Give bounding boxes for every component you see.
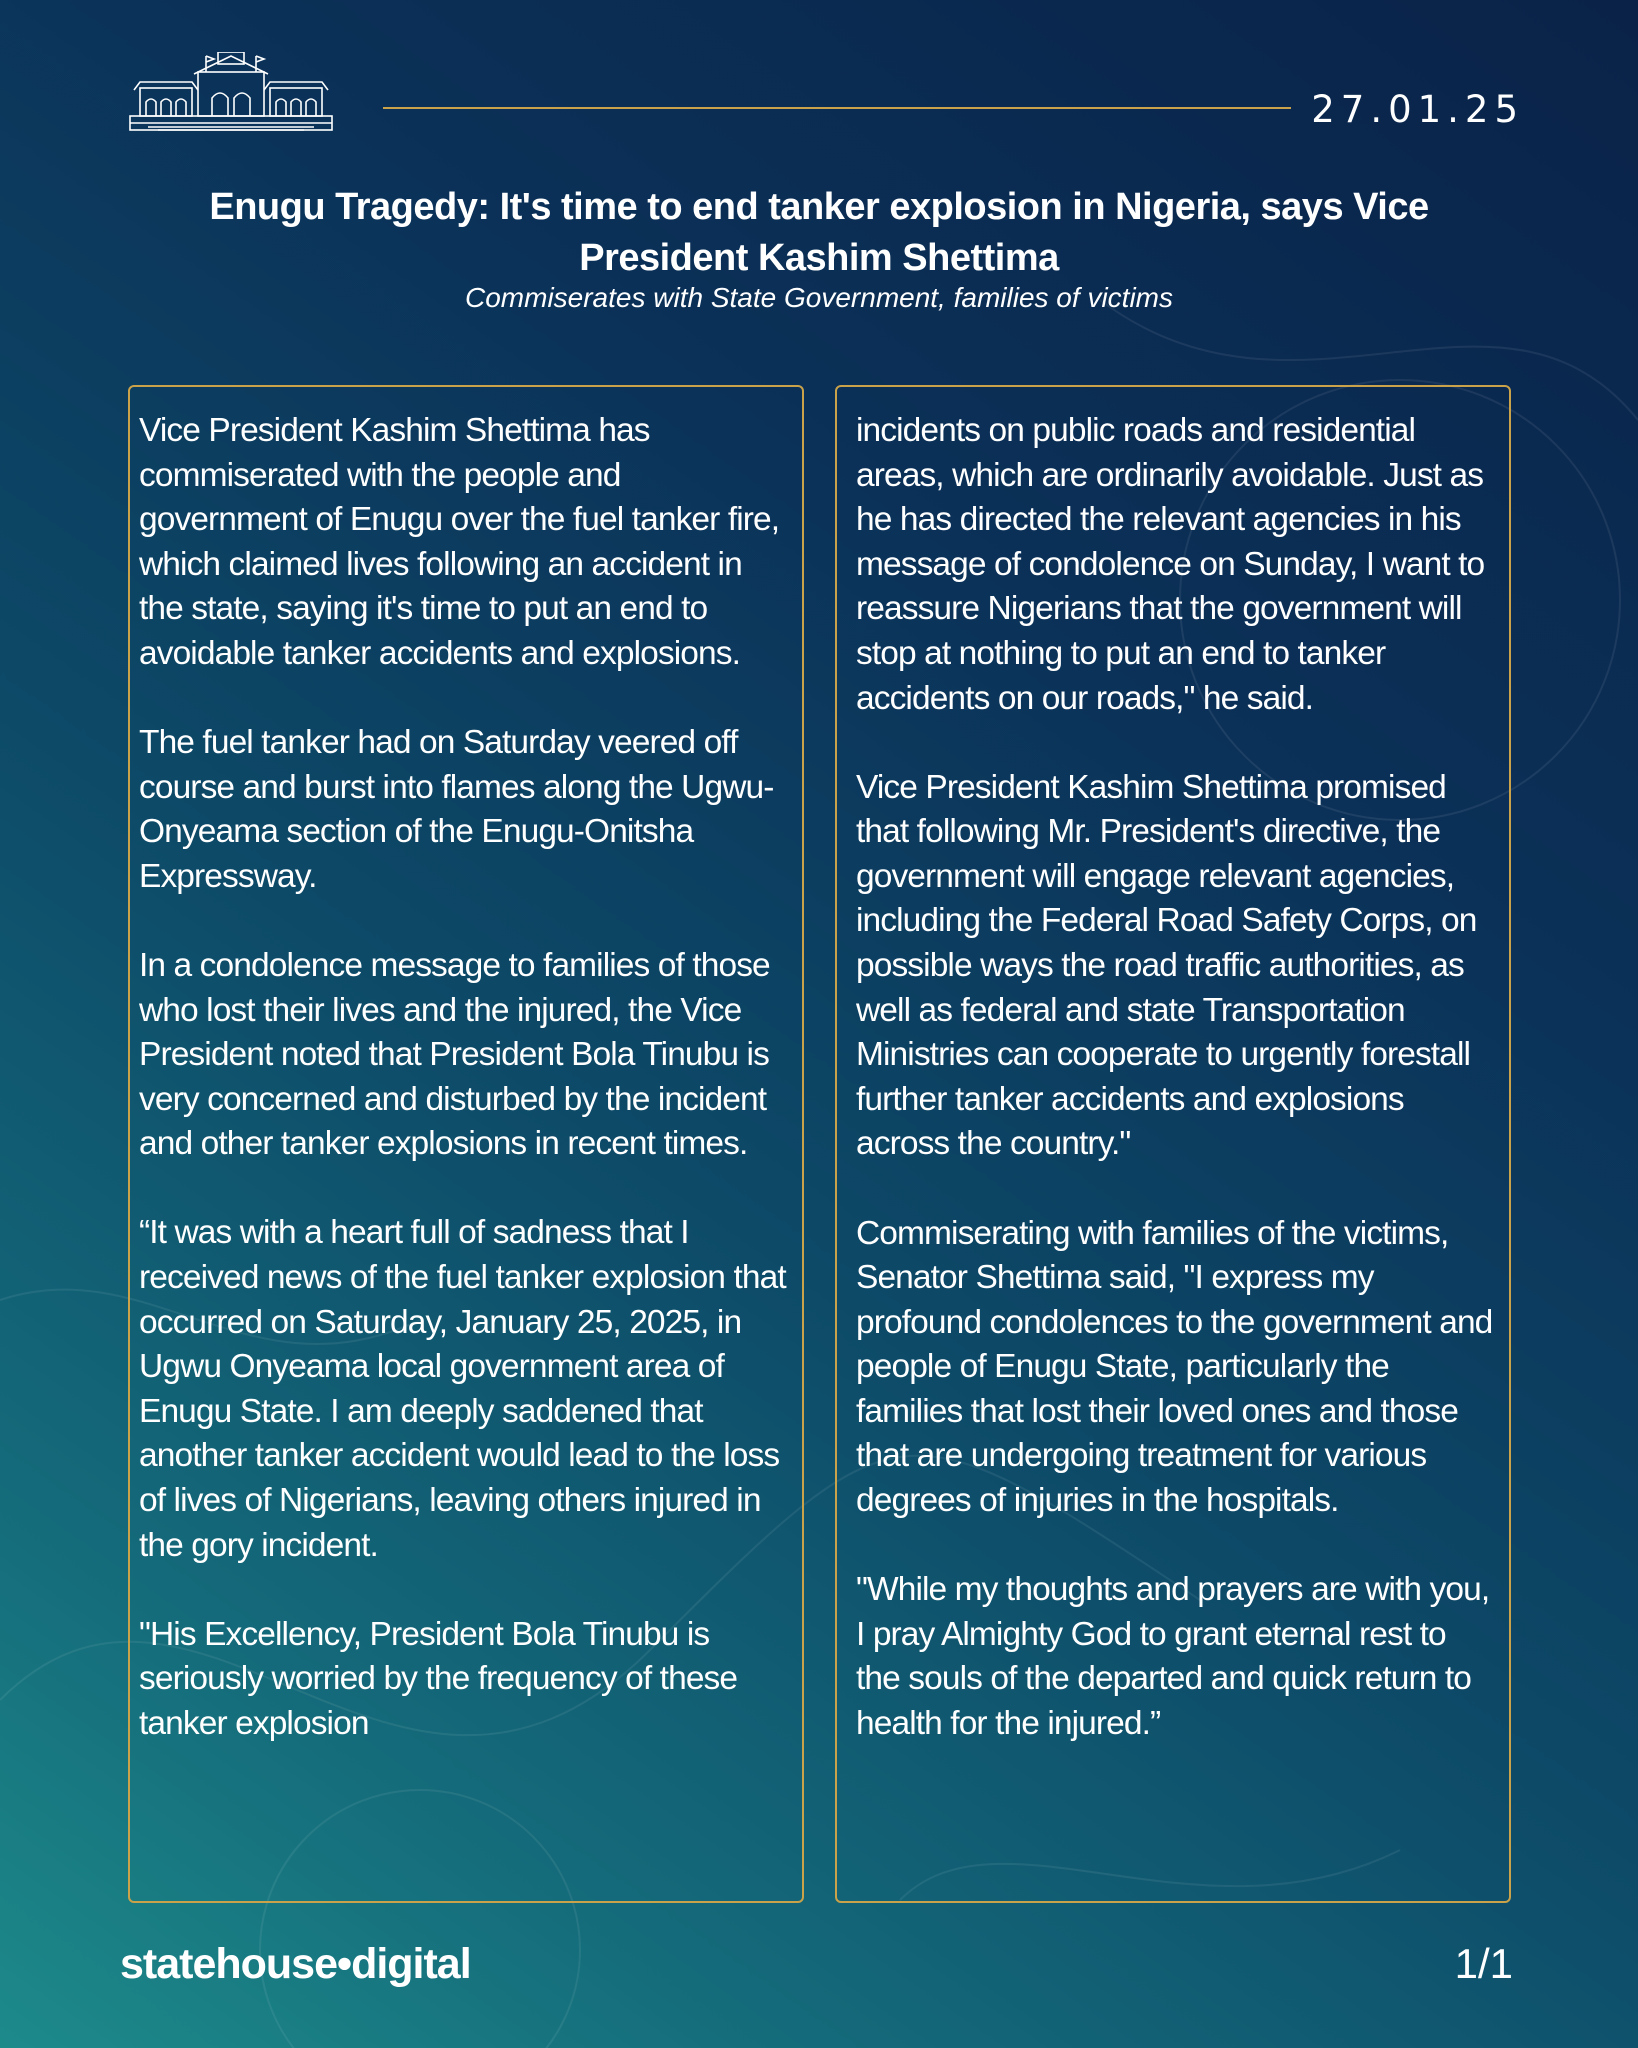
paragraph: The fuel tanker had on Saturday veered off course and burst into flames along the Ugwu-Onyeama section of the Enugu-Onitsha Expressway.: [139, 724, 774, 895]
left-text-column: [128, 385, 804, 1903]
paragraph: incidents on public roads and residential areas, which are ordinarily avoidable. Just as he has directed the relevant agencies in his message of condolence on Sunday, I want to reassure Nigerians that the government will stop at nothing to put an end to tanker accidents on our roads," he said.: [856, 412, 1485, 717]
article-title: Enugu Tragedy: It's time to end tanker explosion in Nigeria, says Vice President Kashim Shettima: [209, 186, 1429, 279]
publication-date: 27.01.25: [1311, 88, 1524, 131]
paragraph: Vice President Kashim Shettima promised that following Mr. President's directive, the government will engage relevant agencies, including the Federal Road Safety Corps, on possible ways the road traffic authorities, as well as federal and state Transportation Ministries can cooperate to urgently forestall further tanker accidents and explosions across the country.": [856, 768, 1477, 1163]
paragraph: In a condolence message to families of those who lost their lives and the injured, the Vice President noted that President Bola Tinubu is very concerned and disturbed by the incident and other tanker explosions in recent times.: [139, 946, 770, 1163]
header-divider: [383, 107, 1291, 109]
article-subtitle: Commiserates with State Government, families of victims: [465, 282, 1173, 313]
paragraph: "While my thoughts and prayers are with you, I pray Almighty God to grant eternal rest to the souls of the departed and quick return to health for the injured.”: [856, 1571, 1490, 1742]
paragraph: Commiserating with families of the victims, Senator Shettima said, "I express my profound condolences to the government and people of Enugu State, particularly the families that lost their loved ones and those that are undergoing treatment for various degrees of injuries in the hospitals.: [856, 1214, 1493, 1520]
right-text-column: [835, 385, 1511, 1903]
paragraph: Vice President Kashim Shettima has commiserated with the people and government of Enugu over the fuel tanker fire, which claimed lives following an accident in the state, saying it's time to put an end to avoidable tanker accidents and explosions.: [139, 412, 780, 672]
page-indicator: 1/1: [1454, 1940, 1513, 1987]
brand-wordmark: statehouse•digital: [120, 1940, 471, 1988]
paragraph: "His Excellency, President Bola Tinubu is seriously worried by the frequency of these tanker explosion: [139, 1615, 738, 1742]
statehouse-building-icon: [128, 52, 334, 134]
paragraph: “It was with a heart full of sadness that I received news of the fuel tanker explosion that occurred on Saturday, January 25, 2025, in Ugwu Onyeama local government area of Enugu State. I am deeply saddened that another tanker accident would lead to the loss of lives of Nigerians, leaving others injured in the gory incident.: [139, 1214, 786, 1564]
